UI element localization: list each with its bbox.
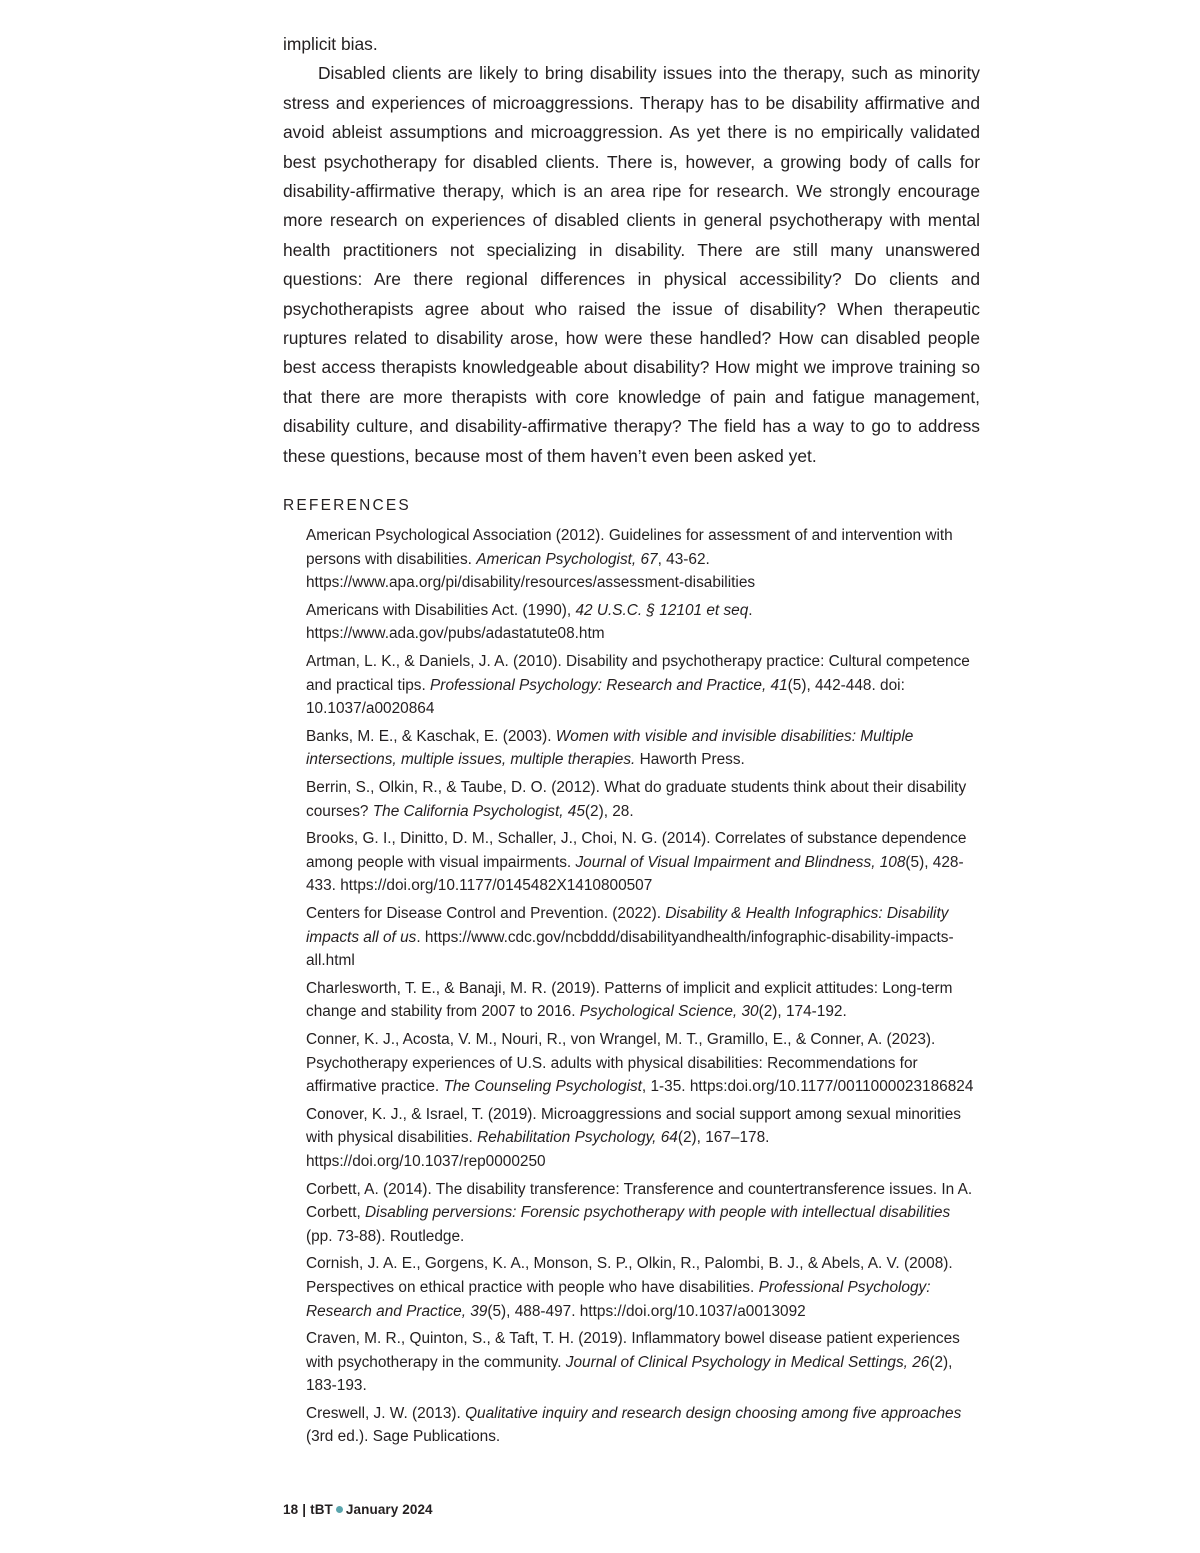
bullet-dot-icon bbox=[336, 1506, 343, 1513]
reference-item: American Psychological Association (2012). Guidelines for assessment of and intervention with persons with disabilities. American Psychologist, 67, 43-62. https://www.apa.org/pi/disability/resources/assessment-disabilities bbox=[306, 527, 953, 592]
reference-item: Americans with Disabilities Act. (1990), 42 U.S.C. § 12101 et seq. https://www.ada.gov/pubs/adastatute08.htm bbox=[306, 601, 753, 643]
page-number: 18 bbox=[283, 1502, 299, 1517]
reference-item: Conover, K. J., & Israel, T. (2019). Microaggressions and social support among sexual minorities with physical disabilities. Rehabilitation Psychology, 64(2), 167–178. https://doi.org/10.1037/rep0000250 bbox=[306, 1105, 961, 1170]
reference-item: Banks, M. E., & Kaschak, E. (2003). Women with visible and invisible disabilities: Multiple intersections, multiple issues, multiple therapies. Haworth Press. bbox=[306, 727, 914, 769]
references-heading: REFERENCES bbox=[283, 497, 411, 515]
reference-item: Cornish, J. A. E., Gorgens, K. A., Monson, S. P., Olkin, R., Palombi, B. J., & Abels, A. V. (2008). Perspectives on ethical practice with people who have disabilities. Professional Psychology: Research and Practice, 39(5), 488-497. https://doi.org/10.1037/a0013092 bbox=[306, 1255, 953, 1320]
article-column bbox=[283, 30, 980, 1453]
body-paragraph-continued: implicit bias. bbox=[283, 34, 378, 54]
reference-item: Charlesworth, T. E., & Banaji, M. R. (2019). Patterns of implicit and explicit attitudes: Long-term change and stability from 2007 to 2016. Psychological Science, 30(2), 174-192. bbox=[306, 979, 953, 1021]
reference-item: Artman, L. K., & Daniels, J. A. (2010). Disability and psychotherapy practice: Cultural competence and practical tips. Professional Psychology: Research and Practice, 41(5), 442-448. doi: 10.1037/a0020864 bbox=[306, 653, 970, 718]
reference-item: Berrin, S., Olkin, R., & Taube, D. O. (2012). What do graduate students think about their disability courses? The California Psychologist, 45(2), 28. bbox=[306, 779, 967, 820]
reference-item: Brooks, G. I., Dinitto, D. M., Schaller, J., Choi, N. G. (2014). Correlates of substance dependence among people with visual impairments. Journal of Visual Impairment and Blindness, 108(5), 428-433. https://doi.org/10.1177/0145482X1410800507 bbox=[306, 830, 967, 895]
reference-item: Creswell, J. W. (2013). Qualitative inquiry and research design choosing among five approaches (3rd ed.). Sage Publications. bbox=[306, 1404, 962, 1446]
reference-list bbox=[283, 524, 980, 1449]
reference-item: Craven, M. R., Quinton, S., & Taft, T. H. (2019). Inflammatory bowel disease patient experiences with psychotherapy in the community. Journal of Clinical Psychology in Medical Settings, 26(2), 183-193. bbox=[306, 1330, 960, 1395]
reference-item: Corbett, A. (2014). The disability transference: Transference and countertransference issues. In A. Corbett, Disabling perversions: Forensic psychotherapy with people with intellectual disabilities (pp. 73-88). Routledge. bbox=[306, 1180, 973, 1245]
page-footer bbox=[283, 1502, 433, 1517]
issue-date: January 2024 bbox=[345, 1502, 433, 1517]
body-paragraph: Disabled clients are likely to bring disability issues into the therapy, such as minority stress and experiences of microaggressions. Therapy has to be disability affirmative and avoid ableist assumptions and microaggression. As yet there is no empirically validated best psychotherapy for disabled clients. There is, however, a growing body of calls for disability-affirmative therapy, which is an area ripe for research. We strongly encourage more research on experiences of disabled clients in general psychotherapy with mental health practitioners not specializing in disability. There are still many unanswered questions: Are there regional differences in physical accessibility? Do clients and psychotherapists agree about who raised the issue of disability? When therapeutic ruptures related to disability arose, how were these handled? How can disabled people best access therapists knowledgeable about disability? How might we improve training so that there are more therapists with core knowledge of pain and fatigue management, disability culture, and disability-affirmative therapy? The field has a way to go to address these questions, because most of them haven’t even been asked yet. bbox=[283, 63, 980, 466]
publication-name: tBT bbox=[310, 1502, 333, 1517]
reference-item: Centers for Disease Control and Prevention. (2022). Disability & Health Infographics: Disability impacts all of us. https://www.cdc.gov/ncbddd/disabilityandhealth/infographic-disability-impacts-all.html bbox=[306, 905, 954, 970]
reference-item: Conner, K. J., Acosta, V. M., Nouri, R., von Wrangel, M. T., Gramillo, E., & Conner, A. (2023). Psychotherapy experiences of U.S. adults with physical disabilities: Recommendations for affirmative practice. The Counseling Psychologist, 1-35. https:doi.org/10.1177/0011000023186824 bbox=[306, 1030, 974, 1096]
footer-separator: | bbox=[302, 1502, 307, 1517]
